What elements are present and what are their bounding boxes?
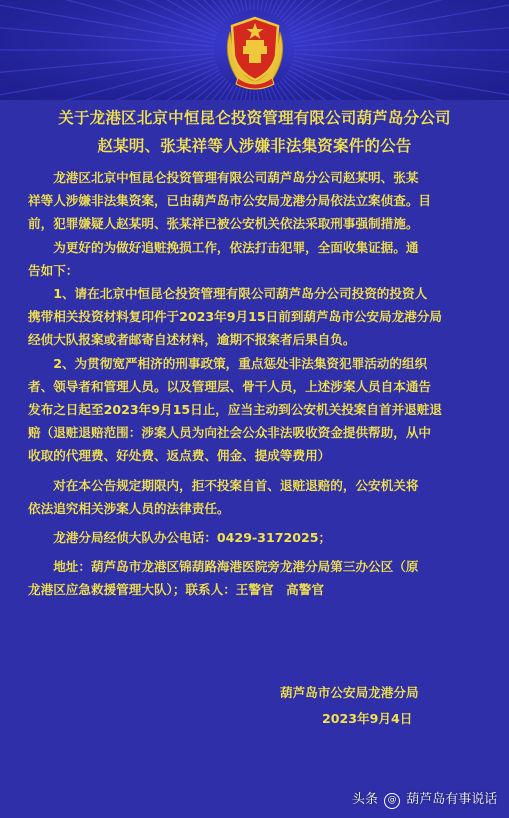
phone-line: 龙港分局经侦大队办公电话：0429-3172025； [53,530,332,546]
intro-line-2: 祥等人涉嫌非法集资案，已由葫芦岛市公安局龙港分局依法立案侦查。目 [28,193,431,209]
banner-ray [293,60,509,100]
address-line-1: 地址：葫芦岛市龙港区锦葫路海港医院旁龙港分局第三办公区（原 [53,559,419,575]
item2-line-2: 者、领导者和管理人员。以及管理层、骨干人员，上述涉案人员自本通告 [28,378,431,394]
banner-ray [280,81,460,100]
intro-line-3: 前，犯罪嫌疑人赵某明、张某祥已被公安机关依法采取刑事强制措施。 [28,216,419,232]
header-banner [0,0,509,100]
item1-line-1: 1、请在北京中恒昆仑投资管理有限公司葫芦岛分公司投资的投资人 [53,286,428,302]
banner-ray [48,0,228,19]
item2-line-4: 赔（退赃退赔范围：涉案人员为向社会公众非法吸收资金提供帮助，从中 [28,425,431,441]
warning-line-1: 对在本公告规定期限内，拒不投案自首、退赃退赔的，公安机关将 [53,477,419,493]
purpose-line-1: 为更好的为做好追赃挽损工作，依法打击犯罪，全面收集证据。通 [53,239,419,255]
item1-line-2: 携带相关投资材料复印件于2023年9月15日前到葫芦岛市公安局龙港分局 [28,309,442,325]
watermark-account: 葫芦岛有事说话 [406,792,498,807]
banner-ray [0,53,214,77]
notice-title-line-2: 赵某明、张某祥等人涉嫌非法集资案件的公告 [97,137,412,155]
banner-ray [0,60,215,100]
purpose-line-2: 告如下： [28,262,79,278]
banner-ray [0,0,215,40]
item2-line-1: 2、为贯彻宽严相济的刑事政策，重点惩处非法集资犯罪活动的组织 [53,355,428,371]
intro-line-1: 龙港区北京中恒昆仑投资管理有限公司葫芦岛分公司赵某明、张某 [53,170,419,185]
banner-ray [290,0,509,33]
notice-title-line-1: 关于龙港区北京中恒昆仑投资管理有限公司葫芦岛分公司 [58,109,451,127]
banner-ray [287,73,509,100]
police-emblem-icon [216,12,294,92]
item2-line-5: 收取的代理费、好处费、返点费、佣金、提成等费用） [28,448,331,464]
banner-ray [294,53,509,77]
banner-ray [0,0,221,27]
issuer-name: 葫芦岛市公安局龙港分局 [280,685,419,700]
banner-ray [48,81,228,100]
banner-ray [287,0,509,27]
banner-ray [293,0,509,40]
banner-ray [0,73,221,100]
item2-line-3: 发布之日起至2023年9月15日止，应当主动到公安机关投案自首并退赃退 [28,402,442,418]
banner-ray [0,67,218,100]
watermark-platform: 头条 [352,792,379,807]
item1-line-3: 经侦大队报案或者邮寄自述材料，逾期不报案者后果自负。 [28,332,356,348]
issue-date: 2023年9月4日 [322,711,413,726]
at-icon: @ [384,793,400,809]
address-line-2: 龙港区应急救援管理大队）；联系人：王警官 高警官 [28,582,324,598]
banner-ray [294,22,509,46]
banner-ray [0,0,218,33]
platform-watermark [352,788,497,809]
banner-ray [0,22,214,46]
notice-page [0,100,509,818]
notice-body [28,166,488,602]
banner-ray [290,67,509,100]
warning-line-2: 依法追究相关涉案人员的法律责任。 [28,500,230,516]
banner-ray [280,0,460,19]
